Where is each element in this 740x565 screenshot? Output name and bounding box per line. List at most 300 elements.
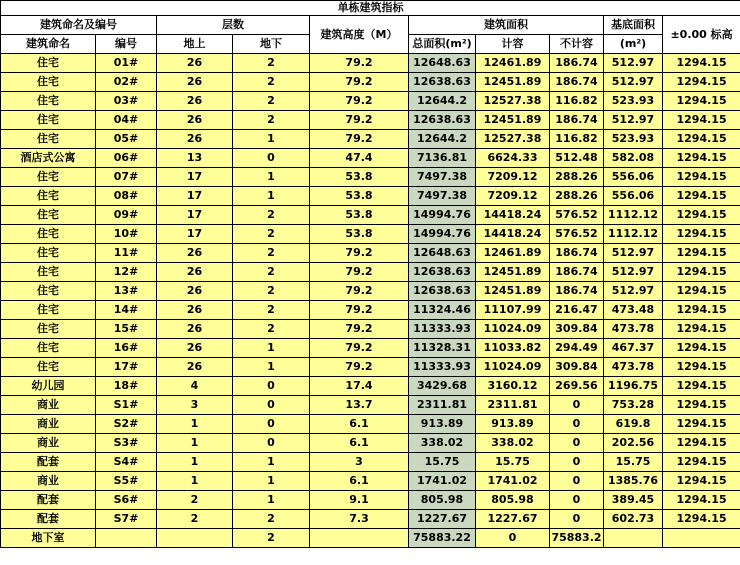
cell-floors-above: 26: [157, 111, 233, 130]
cell-total-area: 2311.81: [409, 396, 476, 415]
cell-total-area: 15.75: [409, 453, 476, 472]
cell-counted-area: 12527.38: [476, 130, 550, 149]
cell-total-area: 338.02: [409, 434, 476, 453]
cell-height: 79.2: [310, 54, 409, 73]
cell-total-area: 12638.63: [409, 73, 476, 92]
cell-elevation: 1294.15: [663, 73, 740, 92]
cell-base-area: 1196.75: [604, 377, 663, 396]
cell-total-area: 913.89: [409, 415, 476, 434]
cell-counted-area: 338.02: [476, 434, 550, 453]
cell-total-area: 11324.46: [409, 301, 476, 320]
cell-name: 住宅: [1, 263, 96, 282]
cell-floors-below: 2: [233, 301, 310, 320]
cell-uncounted-area: 512.48: [550, 149, 604, 168]
cell-floors-below: 2: [233, 73, 310, 92]
table-row: [1, 130, 740, 149]
header-row-1: [1, 16, 740, 35]
cell-code: 07#: [96, 168, 157, 187]
cell-uncounted-area: 0: [550, 415, 604, 434]
cell-floors-above: 26: [157, 358, 233, 377]
table-row: [1, 453, 740, 472]
table-row: [1, 187, 740, 206]
cell-counted-area: 1227.67: [476, 510, 550, 529]
cell-height: 79.2: [310, 301, 409, 320]
cell-counted-area: 805.98: [476, 491, 550, 510]
cell-code: 05#: [96, 130, 157, 149]
cell-name: 地下室: [1, 529, 96, 548]
cell-floors-above: [157, 529, 233, 548]
cell-counted-area: 15.75: [476, 453, 550, 472]
cell-floors-below: 1: [233, 453, 310, 472]
cell-name: 住宅: [1, 320, 96, 339]
cell-floors-below: 2: [233, 111, 310, 130]
cell-height: 47.4: [310, 149, 409, 168]
cell-name: 住宅: [1, 301, 96, 320]
cell-uncounted-area: 186.74: [550, 244, 604, 263]
cell-total-area: 11333.93: [409, 358, 476, 377]
header-uncounted: 不计容: [550, 35, 604, 54]
cell-base-area: 202.56: [604, 434, 663, 453]
cell-uncounted-area: 116.82: [550, 92, 604, 111]
cell-code: 04#: [96, 111, 157, 130]
title-row: [1, 1, 740, 16]
table-row: [1, 206, 740, 225]
cell-counted-area: 12451.89: [476, 263, 550, 282]
cell-uncounted-area: 116.82: [550, 130, 604, 149]
cell-total-area: 805.98: [409, 491, 476, 510]
cell-name: 住宅: [1, 225, 96, 244]
cell-floors-above: 26: [157, 244, 233, 263]
cell-total-area: 1741.02: [409, 472, 476, 491]
cell-code: 13#: [96, 282, 157, 301]
table-row: [1, 73, 740, 92]
cell-elevation: 1294.15: [663, 453, 740, 472]
header-name-group: 建筑命名及编号: [1, 16, 157, 35]
cell-base-area: 582.08: [604, 149, 663, 168]
cell-code: 12#: [96, 263, 157, 282]
cell-base-area: 512.97: [604, 73, 663, 92]
cell-floors-below: 1: [233, 130, 310, 149]
cell-total-area: 12644.2: [409, 92, 476, 111]
table-row: [1, 415, 740, 434]
cell-uncounted-area: 309.84: [550, 358, 604, 377]
cell-floors-above: 26: [157, 263, 233, 282]
cell-floors-below: 2: [233, 244, 310, 263]
cell-floors-below: 2: [233, 263, 310, 282]
cell-elevation: 1294.15: [663, 187, 740, 206]
cell-base-area: 512.97: [604, 282, 663, 301]
cell-elevation: 1294.15: [663, 396, 740, 415]
cell-counted-area: 7209.12: [476, 187, 550, 206]
header-height: 建筑高度（M）: [310, 16, 409, 54]
table-row: [1, 396, 740, 415]
cell-uncounted-area: 0: [550, 510, 604, 529]
cell-elevation: 1294.15: [663, 339, 740, 358]
cell-elevation: 1294.15: [663, 358, 740, 377]
cell-floors-below: 2: [233, 320, 310, 339]
cell-elevation: 1294.15: [663, 149, 740, 168]
header-above: 地上: [157, 35, 233, 54]
cell-base-area: 512.97: [604, 244, 663, 263]
cell-elevation: 1294.15: [663, 206, 740, 225]
cell-floors-above: 17: [157, 168, 233, 187]
cell-counted-area: 11024.09: [476, 320, 550, 339]
cell-total-area: 75883.22: [409, 529, 476, 548]
cell-base-area: 1385.76: [604, 472, 663, 491]
cell-name: 商业: [1, 415, 96, 434]
cell-floors-above: 3: [157, 396, 233, 415]
cell-floors-below: 2: [233, 225, 310, 244]
cell-code: 10#: [96, 225, 157, 244]
header-counted: 计容: [476, 35, 550, 54]
header-elevation: ±0.00 标高: [663, 16, 740, 54]
cell-name: 配套: [1, 453, 96, 472]
cell-code: S6#: [96, 491, 157, 510]
cell-counted-area: 12451.89: [476, 282, 550, 301]
cell-height: 7.3: [310, 510, 409, 529]
table-row: [1, 491, 740, 510]
cell-floors-below: 1: [233, 491, 310, 510]
table-row: [1, 92, 740, 111]
cell-height: 53.8: [310, 206, 409, 225]
header-floors-group: 层数: [157, 16, 310, 35]
cell-counted-area: 913.89: [476, 415, 550, 434]
cell-total-area: 11333.93: [409, 320, 476, 339]
cell-total-area: 14994.76: [409, 206, 476, 225]
cell-elevation: 1294.15: [663, 130, 740, 149]
cell-floors-below: 2: [233, 54, 310, 73]
cell-floors-above: 1: [157, 434, 233, 453]
table-row: [1, 225, 740, 244]
cell-uncounted-area: 186.74: [550, 263, 604, 282]
header-below: 地下: [233, 35, 310, 54]
table-row: [1, 320, 740, 339]
cell-floors-below: 0: [233, 415, 310, 434]
cell-uncounted-area: 0: [550, 453, 604, 472]
cell-total-area: 3429.68: [409, 377, 476, 396]
cell-counted-area: 11033.82: [476, 339, 550, 358]
header-base-area: 基底面积: [604, 16, 663, 35]
table-title: 单栋建筑指标: [1, 1, 740, 16]
cell-name: 配套: [1, 510, 96, 529]
cell-height: 53.8: [310, 225, 409, 244]
cell-counted-area: 12451.89: [476, 111, 550, 130]
cell-floors-above: 26: [157, 320, 233, 339]
cell-elevation: 1294.15: [663, 415, 740, 434]
cell-floors-above: 2: [157, 491, 233, 510]
cell-name: 住宅: [1, 282, 96, 301]
cell-height: 6.1: [310, 472, 409, 491]
cell-code: 18#: [96, 377, 157, 396]
cell-height: 79.2: [310, 73, 409, 92]
cell-floors-above: 1: [157, 472, 233, 491]
cell-counted-area: 2311.81: [476, 396, 550, 415]
cell-floors-below: 2: [233, 529, 310, 548]
cell-height: 79.2: [310, 263, 409, 282]
cell-height: [310, 529, 409, 548]
cell-name: 住宅: [1, 130, 96, 149]
cell-height: 6.1: [310, 415, 409, 434]
cell-code: 01#: [96, 54, 157, 73]
cell-counted-area: 0: [476, 529, 550, 548]
cell-height: 79.2: [310, 339, 409, 358]
cell-code: 11#: [96, 244, 157, 263]
cell-floors-above: 26: [157, 130, 233, 149]
table-row: [1, 244, 740, 263]
cell-uncounted-area: 0: [550, 396, 604, 415]
cell-code: S1#: [96, 396, 157, 415]
cell-height: 79.2: [310, 244, 409, 263]
cell-code: 08#: [96, 187, 157, 206]
cell-uncounted-area: 0: [550, 491, 604, 510]
cell-base-area: 523.93: [604, 92, 663, 111]
cell-counted-area: 11024.09: [476, 358, 550, 377]
cell-height: 79.2: [310, 130, 409, 149]
cell-elevation: 1294.15: [663, 434, 740, 453]
cell-elevation: 1294.15: [663, 92, 740, 111]
cell-base-area: 467.37: [604, 339, 663, 358]
cell-floors-below: 1: [233, 472, 310, 491]
header-name: 建筑命名: [1, 35, 96, 54]
cell-height: 53.8: [310, 168, 409, 187]
cell-elevation: 1294.15: [663, 472, 740, 491]
cell-code: 14#: [96, 301, 157, 320]
cell-total-area: 12638.63: [409, 263, 476, 282]
cell-uncounted-area: 294.49: [550, 339, 604, 358]
cell-name: 住宅: [1, 92, 96, 111]
cell-name: 住宅: [1, 73, 96, 92]
cell-counted-area: 3160.12: [476, 377, 550, 396]
cell-base-area: 512.97: [604, 263, 663, 282]
cell-height: 6.1: [310, 434, 409, 453]
cell-base-area: 389.45: [604, 491, 663, 510]
cell-elevation: 1294.15: [663, 301, 740, 320]
cell-uncounted-area: 288.26: [550, 168, 604, 187]
cell-floors-below: 0: [233, 149, 310, 168]
cell-floors-above: 17: [157, 187, 233, 206]
cell-floors-above: 26: [157, 92, 233, 111]
cell-floors-above: 13: [157, 149, 233, 168]
table-row: [1, 168, 740, 187]
cell-counted-area: 12527.38: [476, 92, 550, 111]
table-row: [1, 111, 740, 130]
cell-base-area: [604, 529, 663, 548]
cell-height: 79.2: [310, 92, 409, 111]
cell-code: 09#: [96, 206, 157, 225]
cell-base-area: 619.8: [604, 415, 663, 434]
cell-height: 9.1: [310, 491, 409, 510]
cell-elevation: 1294.15: [663, 377, 740, 396]
table-row: [1, 377, 740, 396]
cell-total-area: 7136.81: [409, 149, 476, 168]
cell-counted-area: 11107.99: [476, 301, 550, 320]
cell-elevation: 1294.15: [663, 54, 740, 73]
cell-floors-below: 0: [233, 434, 310, 453]
cell-name: 住宅: [1, 244, 96, 263]
cell-name: 商业: [1, 396, 96, 415]
cell-floors-above: 26: [157, 301, 233, 320]
cell-code: S3#: [96, 434, 157, 453]
cell-elevation: [663, 529, 740, 548]
cell-height: 79.2: [310, 111, 409, 130]
cell-name: 酒店式公寓: [1, 149, 96, 168]
cell-floors-below: 1: [233, 339, 310, 358]
cell-uncounted-area: 288.26: [550, 187, 604, 206]
cell-code: 15#: [96, 320, 157, 339]
cell-code: [96, 529, 157, 548]
cell-height: 3: [310, 453, 409, 472]
cell-uncounted-area: 309.84: [550, 320, 604, 339]
cell-base-area: 1112.12: [604, 206, 663, 225]
cell-total-area: 14994.76: [409, 225, 476, 244]
cell-floors-below: 2: [233, 206, 310, 225]
cell-elevation: 1294.15: [663, 320, 740, 339]
table-row: [1, 339, 740, 358]
cell-height: 53.8: [310, 187, 409, 206]
cell-code: S5#: [96, 472, 157, 491]
cell-name: 住宅: [1, 54, 96, 73]
cell-base-area: 473.78: [604, 358, 663, 377]
cell-floors-below: 1: [233, 168, 310, 187]
cell-floors-above: 17: [157, 206, 233, 225]
header-area-group: 建筑面积: [409, 16, 604, 35]
cell-floors-above: 1: [157, 453, 233, 472]
cell-name: 住宅: [1, 339, 96, 358]
cell-floors-below: 2: [233, 510, 310, 529]
cell-name: 住宅: [1, 168, 96, 187]
cell-base-area: 556.06: [604, 168, 663, 187]
cell-total-area: 7497.38: [409, 187, 476, 206]
cell-floors-above: 26: [157, 73, 233, 92]
cell-total-area: 12638.63: [409, 282, 476, 301]
table-row: [1, 54, 740, 73]
cell-floors-below: 1: [233, 358, 310, 377]
cell-floors-above: 26: [157, 54, 233, 73]
cell-code: 16#: [96, 339, 157, 358]
cell-name: 配套: [1, 491, 96, 510]
cell-counted-area: 14418.24: [476, 206, 550, 225]
cell-counted-area: 12451.89: [476, 73, 550, 92]
cell-counted-area: 14418.24: [476, 225, 550, 244]
cell-base-area: 753.28: [604, 396, 663, 415]
cell-uncounted-area: 186.74: [550, 73, 604, 92]
cell-uncounted-area: 75883.2: [550, 529, 604, 548]
cell-base-area: 512.97: [604, 111, 663, 130]
header-total-area: 总面积(m²): [409, 35, 476, 54]
table-row: [1, 149, 740, 168]
cell-floors-below: 2: [233, 92, 310, 111]
cell-name: 住宅: [1, 206, 96, 225]
cell-uncounted-area: 0: [550, 472, 604, 491]
cell-counted-area: 12461.89: [476, 244, 550, 263]
table-row: [1, 263, 740, 282]
cell-base-area: 523.93: [604, 130, 663, 149]
cell-uncounted-area: 0: [550, 434, 604, 453]
cell-height: 79.2: [310, 358, 409, 377]
cell-elevation: 1294.15: [663, 244, 740, 263]
cell-floors-below: 0: [233, 377, 310, 396]
cell-floors-above: 17: [157, 225, 233, 244]
cell-floors-above: 1: [157, 415, 233, 434]
cell-height: 17.4: [310, 377, 409, 396]
cell-floors-below: 2: [233, 282, 310, 301]
cell-floors-above: 2: [157, 510, 233, 529]
table-row: [1, 301, 740, 320]
cell-name: 住宅: [1, 111, 96, 130]
cell-code: 03#: [96, 92, 157, 111]
cell-base-area: 473.78: [604, 320, 663, 339]
cell-counted-area: 6624.33: [476, 149, 550, 168]
cell-base-area: 15.75: [604, 453, 663, 472]
cell-height: 13.7: [310, 396, 409, 415]
cell-name: 商业: [1, 434, 96, 453]
cell-uncounted-area: 269.56: [550, 377, 604, 396]
cell-code: 06#: [96, 149, 157, 168]
cell-base-area: 1112.12: [604, 225, 663, 244]
cell-height: 79.2: [310, 320, 409, 339]
cell-floors-below: 1: [233, 187, 310, 206]
cell-elevation: 1294.15: [663, 225, 740, 244]
cell-total-area: 12644.2: [409, 130, 476, 149]
cell-total-area: 12638.63: [409, 111, 476, 130]
cell-elevation: 1294.15: [663, 111, 740, 130]
cell-base-area: 602.73: [604, 510, 663, 529]
cell-uncounted-area: 186.74: [550, 282, 604, 301]
cell-code: S7#: [96, 510, 157, 529]
cell-floors-below: 0: [233, 396, 310, 415]
cell-counted-area: 12461.89: [476, 54, 550, 73]
cell-code: 02#: [96, 73, 157, 92]
table-row: [1, 472, 740, 491]
cell-uncounted-area: 216.47: [550, 301, 604, 320]
table-row: [1, 434, 740, 453]
cell-uncounted-area: 186.74: [550, 54, 604, 73]
cell-name: 商业: [1, 472, 96, 491]
cell-uncounted-area: 576.52: [550, 206, 604, 225]
cell-elevation: 1294.15: [663, 263, 740, 282]
cell-elevation: 1294.15: [663, 491, 740, 510]
cell-total-area: 7497.38: [409, 168, 476, 187]
cell-total-area: 12648.63: [409, 54, 476, 73]
cell-total-area: 12648.63: [409, 244, 476, 263]
cell-base-area: 556.06: [604, 187, 663, 206]
cell-total-area: 11328.31: [409, 339, 476, 358]
cell-code: 17#: [96, 358, 157, 377]
cell-base-area: 512.97: [604, 54, 663, 73]
cell-height: 79.2: [310, 282, 409, 301]
header-base-unit: (m²): [604, 35, 663, 54]
cell-code: S4#: [96, 453, 157, 472]
cell-counted-area: 7209.12: [476, 168, 550, 187]
cell-elevation: 1294.15: [663, 168, 740, 187]
cell-elevation: 1294.15: [663, 282, 740, 301]
cell-floors-above: 4: [157, 377, 233, 396]
header-code: 编号: [96, 35, 157, 54]
cell-name: 幼儿园: [1, 377, 96, 396]
table-row: [1, 529, 740, 548]
cell-floors-above: 26: [157, 282, 233, 301]
table-row: [1, 282, 740, 301]
cell-name: 住宅: [1, 358, 96, 377]
cell-name: 住宅: [1, 187, 96, 206]
table-row: [1, 358, 740, 377]
cell-base-area: 473.48: [604, 301, 663, 320]
table-row: [1, 510, 740, 529]
cell-uncounted-area: 576.52: [550, 225, 604, 244]
cell-code: S2#: [96, 415, 157, 434]
cell-elevation: 1294.15: [663, 510, 740, 529]
cell-floors-above: 26: [157, 339, 233, 358]
